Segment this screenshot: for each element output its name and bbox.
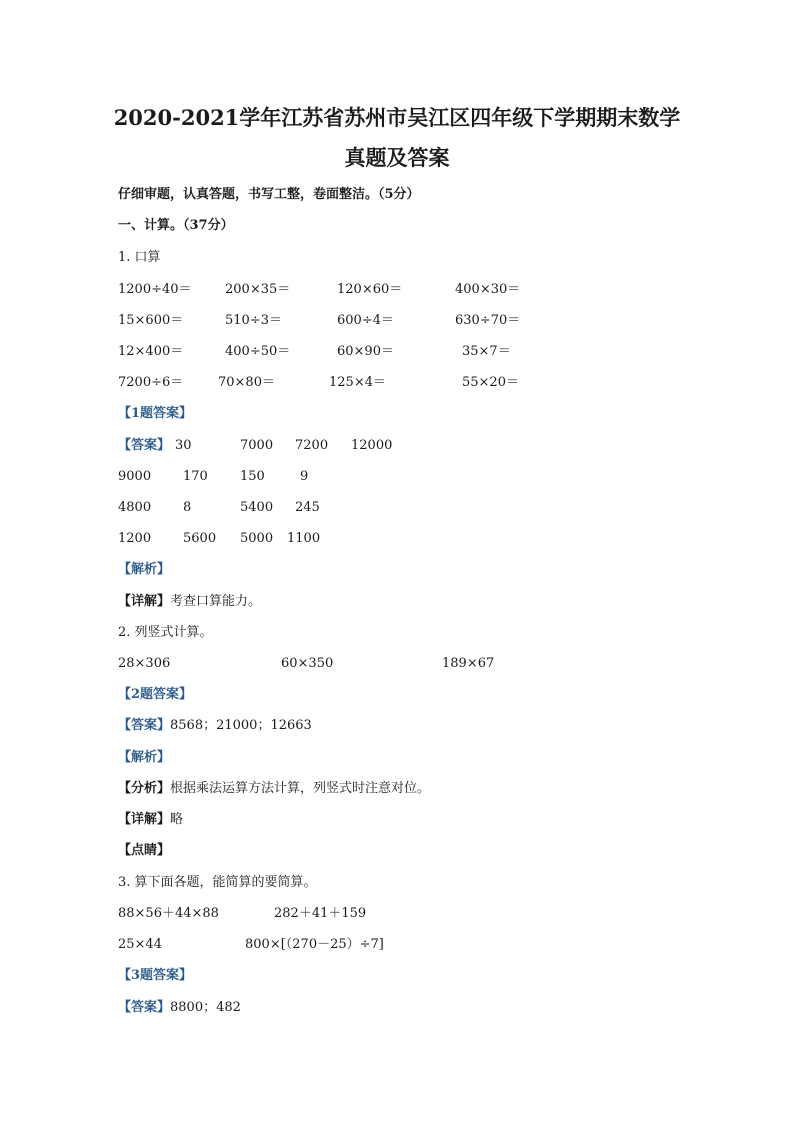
answer-value: 170 [183, 469, 208, 484]
analysis-text: 根据乘法运算方法计算，列竖式时注意对位。 [170, 781, 431, 796]
oral-calc-item: 55×20＝ [462, 375, 519, 390]
answer-value: 7000 [240, 438, 274, 453]
simplify-calc-item: 25×44 [118, 937, 162, 952]
answer-value: 245 [295, 500, 320, 515]
detail-tag: 【详解】 [118, 594, 171, 609]
document-title-line-2: 真题及答案 [344, 145, 450, 170]
answer-text: 8568；21000；12663 [170, 718, 312, 733]
oral-calc-item: 15×600＝ [118, 313, 184, 328]
answer-heading-3: 【3题答案】 [118, 968, 193, 983]
oral-calc-item: 200×35＝ [225, 282, 291, 297]
detail-text: 考查口算能力。 [170, 594, 262, 609]
oral-calc-item: 400×30＝ [455, 282, 521, 297]
answer-tag: 【答案】 [118, 718, 171, 733]
analysis-heading-1: 【解析】 [118, 562, 171, 577]
oral-calc-item: 630÷70＝ [455, 313, 521, 328]
answer-value: 9 [300, 469, 309, 484]
oral-calc-item: 600÷4＝ [337, 313, 394, 328]
answer-value: 9000 [118, 469, 152, 484]
answer-tag: 【答案】 [118, 438, 171, 453]
oral-calc-item: 70×80＝ [218, 375, 275, 390]
document-title-line-1: 2020-2021学年江苏省苏州市吴江区四年级下学期期末数学 [113, 105, 681, 130]
answer-value: 30 [175, 438, 192, 453]
instruction-text: 仔细审题，认真答题，书写工整，卷面整洁。（5分） [118, 187, 420, 202]
section-heading: 一、计算。（37分） [118, 218, 234, 233]
oral-calc-item: 35×7＝ [462, 344, 511, 359]
oral-calc-item: 125×4＝ [329, 375, 386, 390]
question-1-heading: 1. 口算 [118, 250, 161, 265]
vertical-calc-item: 28×306 [118, 656, 171, 671]
answer-value: 7200 [295, 438, 329, 453]
answer-value: 4800 [118, 500, 152, 515]
answer-value: 5000 [240, 531, 274, 546]
analysis-heading-2: 【解析】 [118, 750, 171, 765]
question-3-heading: 3. 算下面各题，能简算的要简算。 [118, 875, 317, 890]
answer-value: 1200 [118, 531, 152, 546]
answer-value: 5400 [240, 500, 274, 515]
oral-calc-item: 7200÷6＝ [118, 375, 184, 390]
simplify-calc-item: 282＋41＋159 [274, 906, 367, 921]
vertical-calc-item: 60×350 [281, 656, 334, 671]
answer-tag: 【答案】 [118, 1000, 171, 1015]
oral-calc-item: 1200÷40＝ [118, 282, 192, 297]
answer-value: 150 [240, 469, 265, 484]
simplify-calc-item: 88×56＋44×88 [118, 906, 219, 921]
answer-text: 8800；482 [170, 1000, 241, 1015]
answer-heading-1: 【1题答案】 [118, 406, 193, 421]
answer-heading-2: 【2题答案】 [118, 687, 193, 702]
oral-calc-item: 12×400＝ [118, 344, 184, 359]
answer-value: 5600 [183, 531, 217, 546]
detail-tag: 【详解】 [118, 812, 171, 827]
oral-calc-item: 120×60＝ [337, 282, 403, 297]
analysis-tag: 【分析】 [118, 781, 171, 796]
answer-value: 8 [183, 500, 192, 515]
simplify-calc-item: 800×[（270－25）÷7] [245, 937, 384, 952]
oral-calc-item: 510÷3＝ [225, 313, 282, 328]
vertical-calc-item: 189×67 [442, 656, 495, 671]
question-2-heading: 2. 列竖式计算。 [118, 625, 213, 640]
oral-calc-item: 60×90＝ [337, 344, 394, 359]
remark-tag: 【点睛】 [118, 843, 171, 858]
oral-calc-item: 400÷50＝ [225, 344, 291, 359]
detail-text: 略 [170, 812, 184, 827]
answer-value: 1100 [287, 531, 321, 546]
answer-value: 12000 [351, 438, 393, 453]
